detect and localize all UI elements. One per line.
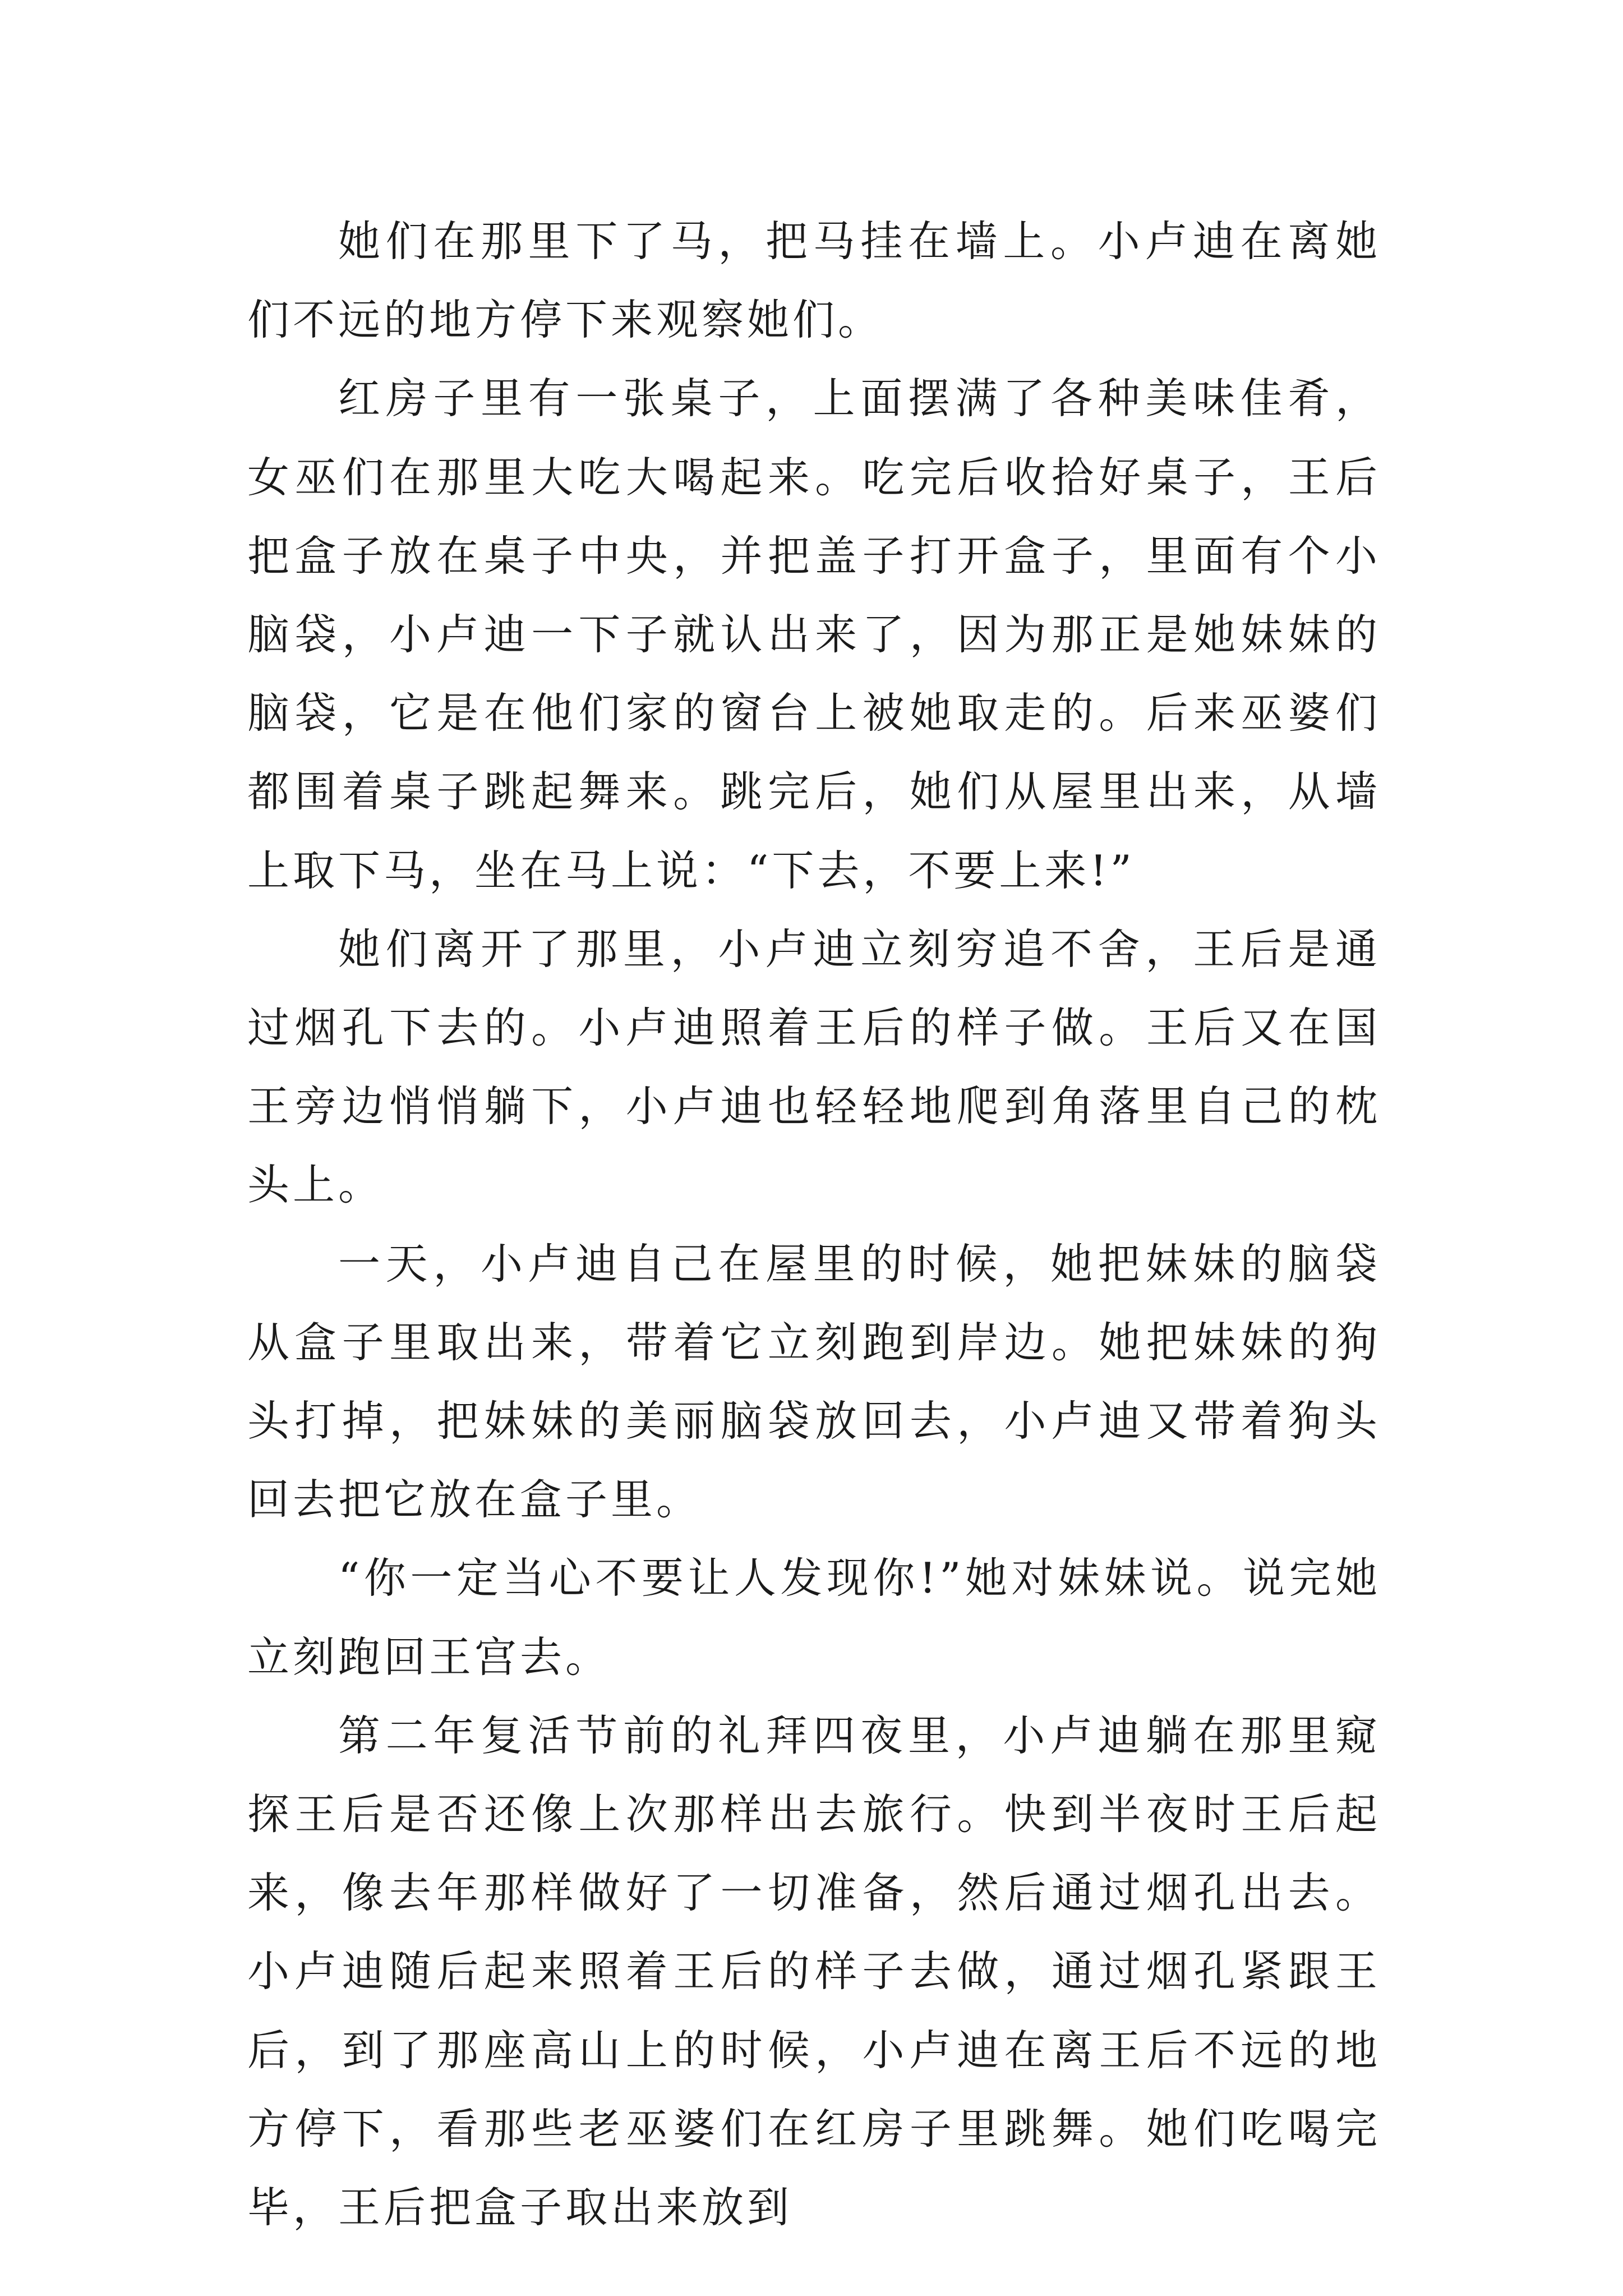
- paragraph-1: 她们在那里下了马，把马挂在墙上。小卢迪在离她们不远的地方停下来观察她们。: [247, 217, 1381, 345]
- paragraph-4: 一天，小卢迪自己在屋里的时候，她把妹妹的脑袋从盒子里取出来，带着它立刻跑到岸边。她把妹妹的狗头打掉，把妹妹的美丽脑袋放回去，小卢迪又带着狗头回去把它放在盒子里。: [247, 1239, 1381, 1525]
- paragraph-3: 她们离开了那里，小卢迪立刻穷追不舍，王后是通过烟孔下去的。小卢迪照着王后的样子做。王后又在国王旁边悄悄躺下，小卢迪也轻轻地爬到角落里自己的枕头上。: [247, 924, 1381, 1210]
- paragraph-2: 红房子里有一张桌子，上面摆满了各种美味佳肴，女巫们在那里大吃大喝起来。吃完后收拾好桌子，王后把盒子放在桌子中央，并把盖子打开盒子，里面有个小脑袋，小卢迪一下子就认出来了，因为那正是她妹妹的脑袋，它是在他们家的窗台上被她取走的。后来巫婆们都围着桌子跳起舞来。跳完后，她们从屋里出来，从墙上取下马，坐在马上说：“下去，不要上来!”: [247, 374, 1381, 895]
- paragraph-6: 第二年复活节前的礼拜四夜里，小卢迪躺在那里窥探王后是否还像上次那样出去旅行。快到半夜时王后起来，像去年那样做好了一切准备，然后通过烟孔出去。小卢迪随后起来照着王后的样子去做，通过烟孔紧跟王后，到了那座高山上的时候，小卢迪在离王后不远的地方停下，看那些老巫婆们在红房子里跳舞。她们吃喝完毕，王后把盒子取出来放到: [247, 1710, 1381, 2233]
- body-text: [247, 202, 1381, 2247]
- paragraph-5: “你一定当心不要让人发现你!”她对妹妹说。说完她立刻跑回王宫去。: [247, 1553, 1381, 1682]
